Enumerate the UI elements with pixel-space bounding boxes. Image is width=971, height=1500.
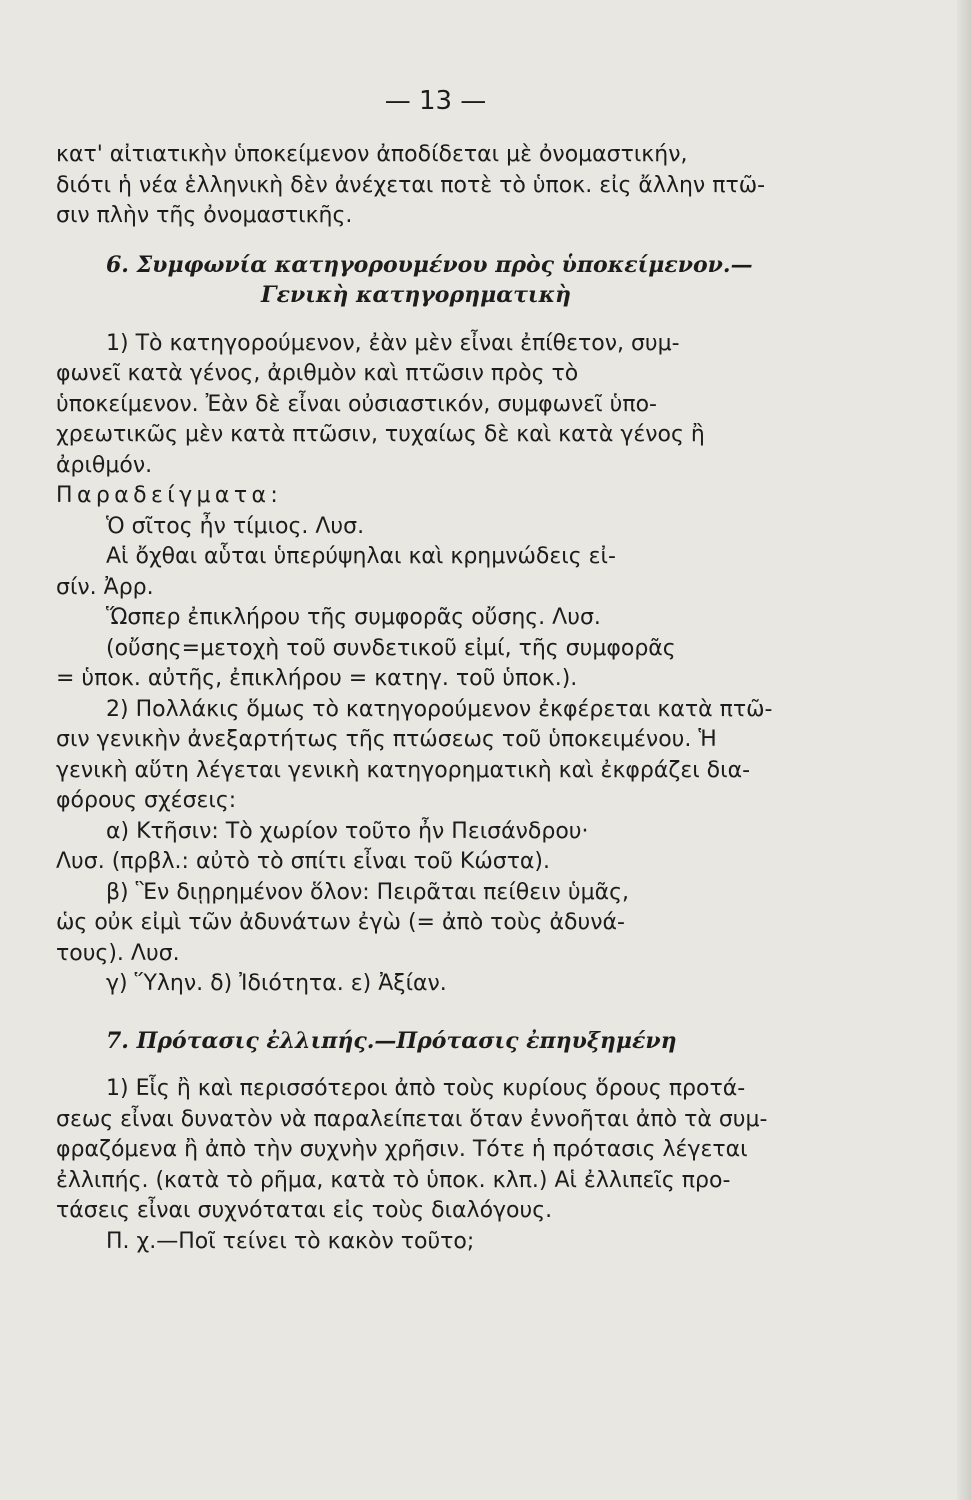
section-heading: 6. Συμφωνία κατηγορουμένου πρὸς ὑποκείμενον.— xyxy=(106,251,753,278)
text-line: ὡς οὐκ εἰμὶ τῶν ἀδυνάτων ἐγὼ (= ἀπὸ τοὺς ἀδυνά- xyxy=(56,910,625,936)
text-line: γενικὴ αὕτη λέγεται γενικὴ κατηγορηματικὴ καὶ ἐκφράζει δια- xyxy=(56,757,751,783)
text-line: Ὁ σῖτος ἦν τίμιος. Λυσ. xyxy=(106,513,365,539)
text-line: 2) Πολλάκις ὅμως τὸ κατηγορούμενον ἐκφέρεται κατὰ πτῶ- xyxy=(106,696,773,722)
text-line: κατ' αἰτιατικὴν ὑποκείμενον ἀποδίδεται μὲ ὀνομαστικήν, xyxy=(56,142,688,168)
text-line: σιν πλὴν τῆς ὀνομαστικῆς. xyxy=(56,203,353,229)
text-line: χρεωτικῶς μὲν κατὰ πτῶσιν, τυχαίως δὲ καὶ κατὰ γένος ἢ xyxy=(56,422,705,448)
text-line: γ) Ὕλην. δ) Ἰδιότητα. ε) Ἀξίαν. xyxy=(106,971,447,997)
text-line: = ὑποκ. αὐτῆς, ἐπικλήρου = κατηγ. τοῦ ὑποκ.). xyxy=(56,666,578,692)
page-edge-shadow xyxy=(957,0,971,1500)
text-line: σίν. Ἀρρ. xyxy=(56,574,154,600)
text-line: φραζόμενα ἢ ἀπὸ τὴν συχνὴν χρῆσιν. Τότε ἡ πρότασις λέγεται xyxy=(56,1137,748,1163)
text-line: ὑποκείμενον. Ἐὰν δὲ εἶναι οὐσιαστικόν, συμφωνεῖ ὑπο- xyxy=(56,391,657,417)
text-line: Λυσ. (πρβλ.: αὐτὸ τὸ σπίτι εἶναι τοῦ Κώστα). xyxy=(56,849,551,875)
text-line: ἀριθμόν. xyxy=(56,452,153,478)
text-line: (οὔσης=μετοχὴ τοῦ συνδετικοῦ εἰμί, τῆς συμφορᾶς xyxy=(106,635,676,661)
section-heading: 7. Πρότασις ἐλλιπής.—Πρότασις ἐπηυξημένη xyxy=(106,1027,677,1054)
examples-label: Παραδείγματα: xyxy=(56,483,283,509)
text-line: α) Κτῆσιν: Τὸ χωρίον τοῦτο ἦν Πεισάνδρου· xyxy=(106,818,589,844)
text-line: 1) Εἷς ἢ καὶ περισσότεροι ἀπὸ τοὺς κυρίους ὅρους προτά- xyxy=(106,1076,746,1102)
text-line: Π. χ.—Ποῖ τείνει τὸ κακὸν τοῦτο; xyxy=(106,1228,475,1254)
section-subheading: Γενικὴ κατηγορηματικὴ xyxy=(261,282,572,309)
text-line: φωνεῖ κατὰ γένος, ἀριθμὸν καὶ πτῶσιν πρὸς τὸ xyxy=(56,361,579,387)
text-line: β) Ἓν διῃρημένον ὅλον: Πειρᾶται πείθειν ὑμᾶς, xyxy=(106,879,629,905)
text-line: Ὥσπερ ἐπικλήρου τῆς συμφορᾶς οὔσης. Λυσ. xyxy=(106,605,601,631)
text-line: 1) Τὸ κατηγορούμενον, ἐὰν μὲν εἶναι ἐπίθετον, συμ- xyxy=(106,330,680,356)
page-number: — 13 — xyxy=(384,86,487,116)
text-line: ἐλλιπής. (κατὰ τὸ ρῆμα, κατὰ τὸ ὑποκ. κλπ.) Αἱ ἐλλιπεῖς προ- xyxy=(56,1167,731,1193)
text-line: σιν γενικὴν ἀνεξαρτήτως τῆς πτώσεως τοῦ ὑποκειμένου. Ἡ xyxy=(56,727,717,753)
text-line: Αἱ ὄχθαι αὗται ὑπερύψηλαι καὶ κρημνώδεις εἰ- xyxy=(106,544,616,570)
text-line: τάσεις εἶναι συχνόταται εἰς τοὺς διαλόγους. xyxy=(56,1198,553,1224)
text-line: σεως εἶναι δυνατὸν νὰ παραλείπεται ὅταν ἐννοῆται ἀπὸ τὰ συμ- xyxy=(56,1106,768,1132)
text-line: τους). Λυσ. xyxy=(56,940,180,966)
text-line: φόρους σχέσεις: xyxy=(56,788,237,814)
page-text xyxy=(56,140,822,1257)
text-line: διότι ἡ νέα ἑλληνικὴ δὲν ἀνέχεται ποτὲ τὸ ὑποκ. εἰς ἄλλην πτῶ- xyxy=(56,172,766,198)
